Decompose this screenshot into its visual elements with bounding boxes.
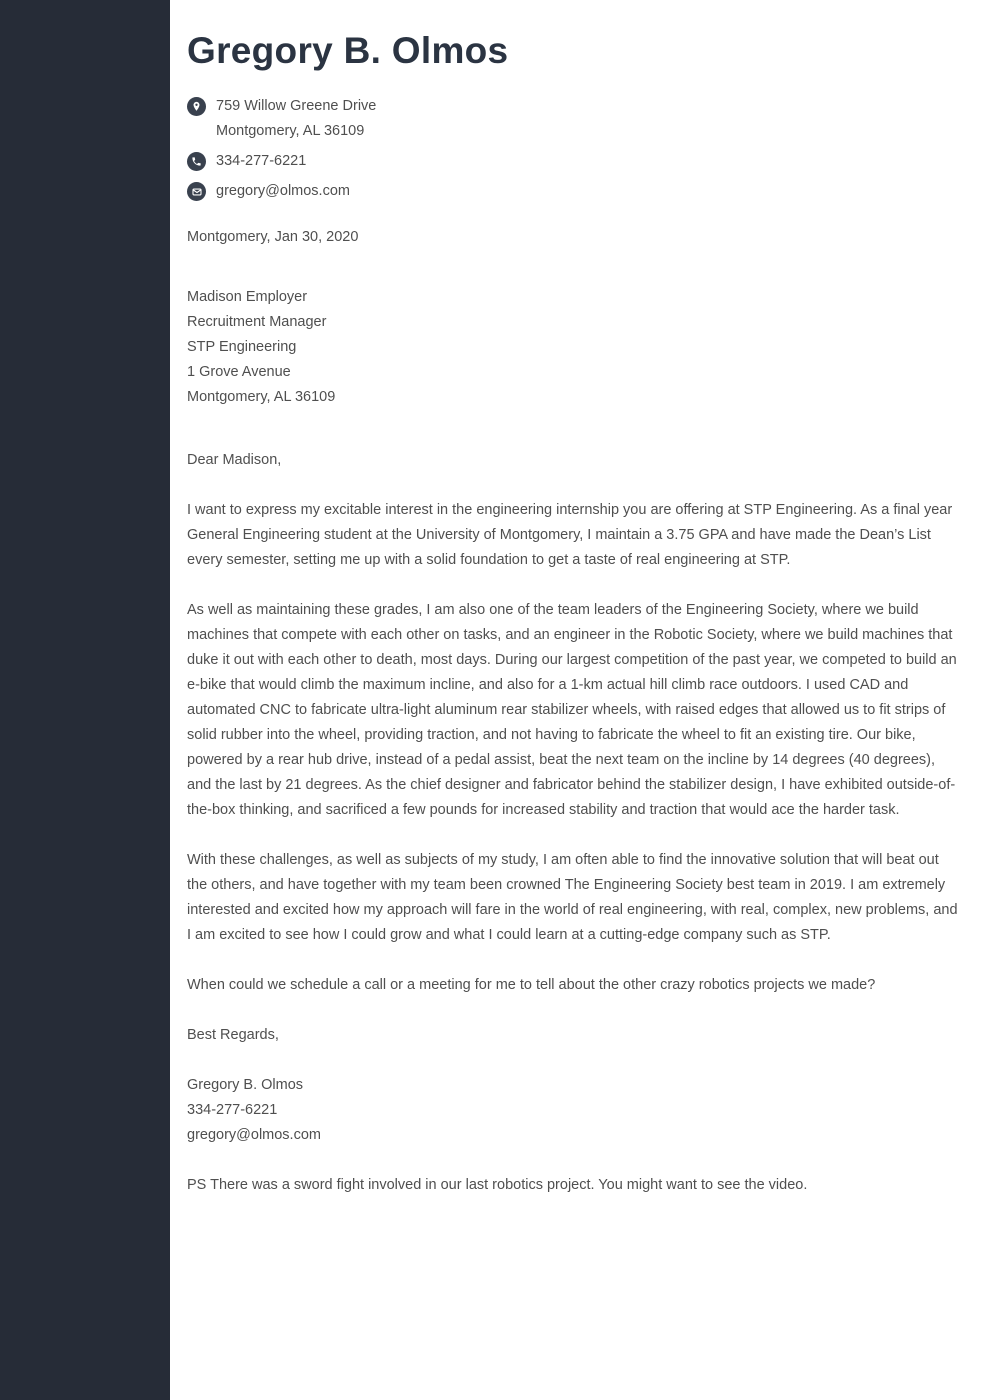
recipient-name: Madison Employer	[187, 289, 308, 305]
applicant-name-heading: Gregory B. Olmos	[187, 30, 509, 71]
contact-email-text: gregory@olmos.com	[216, 183, 350, 199]
signature-email: gregory@olmos.com	[187, 1127, 321, 1143]
letter-content	[187, 0, 960, 1223]
paragraph-motivation: With these challenges, as well as subjects of my study, I am often able to find the innovative solution that will beat out the others, and have together with my team been crowned The Engineering Society best team in 2019. I am extremely interested and excited how my approach will fare in the world of real engineering, with real, complex, new problems, and I am excited to see how I could grow and what I could learn at a cutting-edge company such as STP.	[187, 852, 958, 943]
closing: Best Regards,	[187, 1027, 279, 1043]
signature-phone: 334-277-6221	[187, 1102, 278, 1118]
paragraph-call-to-action: When could we schedule a call or a meeting for me to tell about the other crazy robotics projects we made?	[187, 977, 876, 993]
phone-icon	[187, 152, 206, 171]
date-line: Montgomery, Jan 30, 2020	[187, 229, 359, 245]
contact-list	[187, 94, 960, 204]
address-line-1: 759 Willow Greene Drive	[216, 98, 377, 114]
recipient-city: Montgomery, AL 36109	[187, 389, 336, 405]
recipient-street: 1 Grove Avenue	[187, 364, 291, 380]
signature-name: Gregory B. Olmos	[187, 1077, 304, 1093]
contact-row-address	[187, 94, 960, 144]
paragraph-experience: As well as maintaining these grades, I am also one of the team leaders of the Engineering Society, where we build machines that compete with each other on tasks, and an engineer in the Robotic Society, where we build machines that duke it out with each other to death, most days. During our largest competition of the past year, we competed to build an e-bike that would climb the maximum incline, and also for a 1-km actual hill climb race outdoors. I used CAD and automated CNC to fabricate ultra-light aluminum rear stabilizer wheels, with raised edges that allowed us to fit strips of solid rubber into the wheel, providing traction, and not having to fabricate the wheel to fit an existing tire. Our bike, powered by a rear hub drive, instead of a pedal assist, beat the next team on the incline by 14 degrees (40 degrees), and the last by 21 degrees. As the chief designer and fabricator behind the stabilizer design, I have exhibited outside-of-the-box thinking, and sacrificed a few pounds for increased stability and traction that would ace the harder task.	[187, 602, 957, 818]
contact-address-text	[216, 94, 376, 144]
location-pin-icon	[187, 97, 206, 116]
address-line-2: Montgomery, AL 36109	[216, 123, 365, 139]
contact-row-email	[187, 179, 960, 204]
recipient-company: STP Engineering	[187, 339, 297, 355]
recipient-block	[187, 285, 960, 410]
postscript: PS There was a sword fight involved in our last robotics project. You might want to see the video.	[187, 1177, 808, 1193]
envelope-icon	[187, 182, 206, 201]
contact-row-phone	[187, 149, 960, 174]
contact-phone-text: 334-277-6221	[216, 153, 307, 169]
recipient-role: Recruitment Manager	[187, 314, 327, 330]
salutation: Dear Madison,	[187, 452, 282, 468]
left-sidebar-panel	[0, 0, 170, 1400]
paragraph-intro: I want to express my excitable interest in the engineering internship you are offering at STP Engineering. As a final year General Engineering student at the University of Montgomery, I maintain a 3.75 GPA and have made the Dean’s List every semester, setting me up with a solid foundation to get a taste of real engineering at STP.	[187, 502, 953, 568]
signature-block	[187, 1073, 960, 1148]
